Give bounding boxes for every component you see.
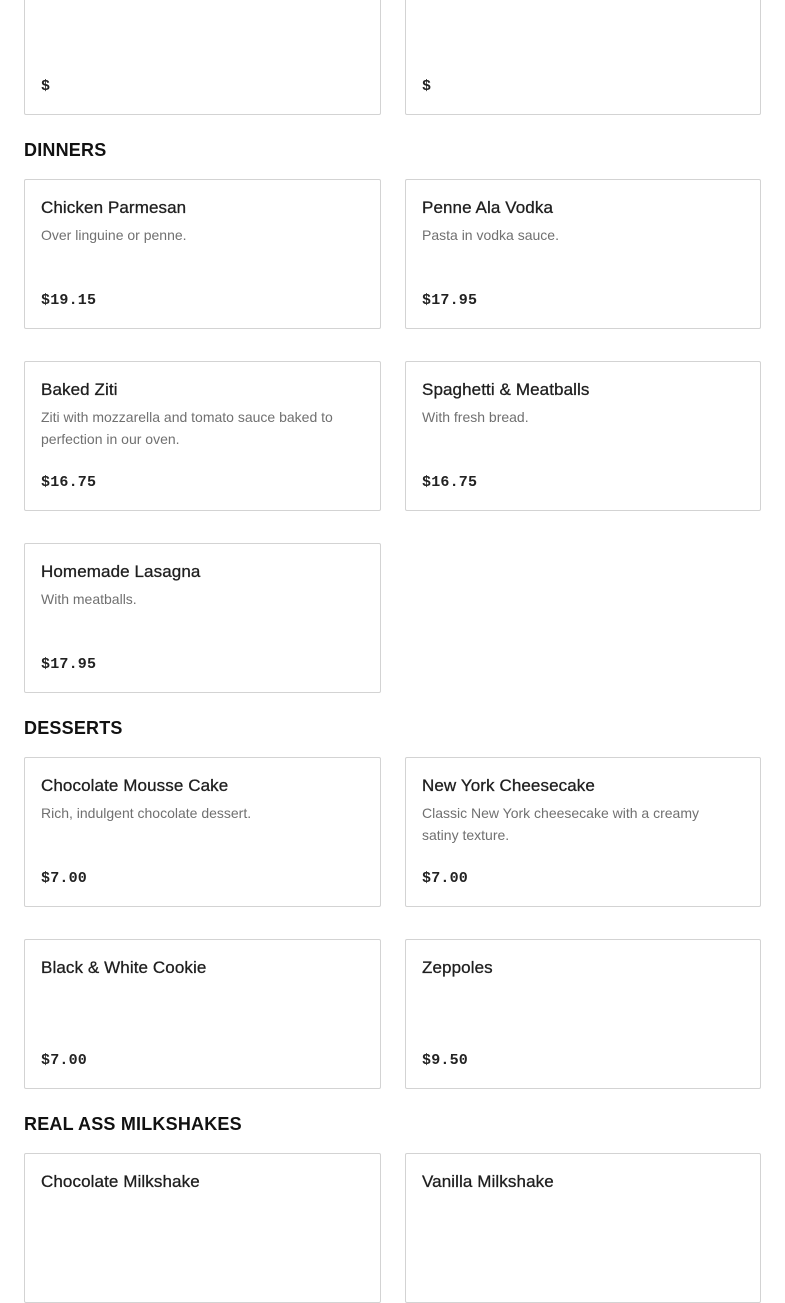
menu-item-name: Vanilla Milkshake xyxy=(422,1172,554,1191)
menu-item-name: Baked Ziti xyxy=(41,380,118,399)
menu-item-description: Ziti with mozzarella and tomato sauce baked to perfection in our oven. xyxy=(41,409,333,447)
dinners-items xyxy=(24,179,761,693)
menu-page xyxy=(24,0,761,1303)
menu-item-price: $7.00 xyxy=(41,1052,88,1069)
menu-item-description: With fresh bread. xyxy=(422,409,529,425)
menu-item-price: $7.00 xyxy=(422,870,469,887)
menu-item-card[interactable] xyxy=(24,543,381,693)
section-title-desserts: DESSERTS xyxy=(24,718,123,738)
milkshakes-items xyxy=(24,1153,761,1303)
menu-item-name: Homemade Lasagna xyxy=(41,562,201,581)
menu-item-name: Chocolate Milkshake xyxy=(41,1172,200,1191)
section-title-milkshakes: REAL ASS MILKSHAKES xyxy=(24,1114,242,1134)
menu-item-card[interactable] xyxy=(405,361,761,511)
menu-item-description: With meatballs. xyxy=(41,591,137,607)
menu-item-description: Rich, indulgent chocolate dessert. xyxy=(41,805,252,821)
menu-item-card[interactable] xyxy=(24,0,381,115)
menu-item-price: $16.75 xyxy=(422,474,478,491)
menu-item-card[interactable] xyxy=(24,1153,381,1303)
menu-item-name: Black & White Cookie xyxy=(41,958,207,977)
menu-item-name: Chocolate Mousse Cake xyxy=(41,776,229,795)
menu-item-card[interactable] xyxy=(405,939,761,1089)
previous-section-items xyxy=(24,0,761,115)
menu-item-price: $7.00 xyxy=(41,870,88,887)
menu-item-description: Classic New York cheesecake with a creamy satiny texture. xyxy=(422,805,700,843)
menu-item-name: Penne Ala Vodka xyxy=(422,198,554,217)
menu-item-price: $16.75 xyxy=(41,474,97,491)
menu-item-price: $ xyxy=(41,78,51,95)
menu-item-price: $17.95 xyxy=(422,292,478,309)
menu-item-card[interactable] xyxy=(24,361,381,511)
menu-item-name: New York Cheesecake xyxy=(422,776,595,795)
menu-item-card[interactable] xyxy=(405,179,761,329)
menu-item-description: Over linguine or penne. xyxy=(41,227,187,243)
menu-item-card[interactable] xyxy=(24,939,381,1089)
menu-item-card[interactable] xyxy=(405,757,761,907)
menu-item-card[interactable] xyxy=(24,179,381,329)
menu-item-price: $9.50 xyxy=(422,1052,469,1069)
menu-item-price: $19.15 xyxy=(41,292,97,309)
menu-item-name: Spaghetti & Meatballs xyxy=(422,380,590,399)
menu-item-price: $17.95 xyxy=(41,656,97,673)
desserts-items xyxy=(24,757,761,1089)
menu-item-name: Zeppoles xyxy=(422,958,493,977)
menu-item-description: Pasta in vodka sauce. xyxy=(422,227,559,243)
menu-item-card[interactable] xyxy=(405,0,761,115)
menu-item-card[interactable] xyxy=(405,1153,761,1303)
menu-item-card[interactable] xyxy=(24,757,381,907)
menu-item-price: $ xyxy=(422,78,432,95)
menu-item-name: Chicken Parmesan xyxy=(41,198,187,217)
section-title-dinners: DINNERS xyxy=(24,140,107,160)
